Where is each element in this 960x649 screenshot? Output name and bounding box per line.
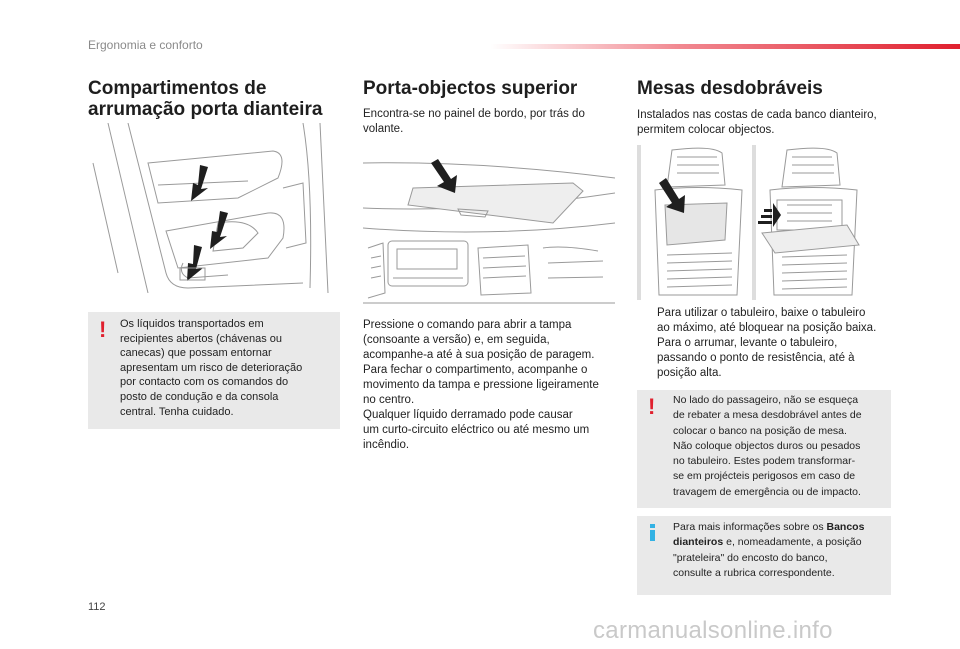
body-line: (consoante a versão) e, em seguida, <box>363 334 550 346</box>
body-line: Para fechar o compartimento, acompanhe o <box>363 364 588 376</box>
instruction-line: Para o arrumar, levante o tabuleiro, <box>657 337 838 349</box>
instruction-line: ao máximo, até bloquear na posição baixa. <box>657 322 877 334</box>
instruction-line: passando o ponto de resistência, até à <box>657 352 855 364</box>
section-title: Ergonomia e conforto <box>88 38 203 52</box>
front-seats-info-text <box>673 520 887 581</box>
front-seats-link-text: dianteiros <box>673 536 724 549</box>
warning-line: posto de condução e da consola <box>120 390 279 403</box>
header-accent-bar <box>490 44 960 49</box>
seat-table-illustration <box>637 145 889 300</box>
front-seats-link-text: Bancos <box>826 521 865 533</box>
upper-storage-intro <box>363 107 613 137</box>
info-line: e, nomeadamente, a posição <box>726 536 862 549</box>
intro-line: permitem colocar objectos. <box>637 124 775 136</box>
instruction-item <box>637 306 897 336</box>
instruction-line: posição alta. <box>657 367 722 379</box>
warning-line: no tabuleiro. Estes podem transformar- <box>673 455 856 468</box>
folding-tables-intro <box>637 108 897 138</box>
door-storage-warning-text <box>120 317 335 419</box>
warning-exclamation-icon: ! <box>648 394 656 419</box>
warning-line: canecas) que possam entornar <box>120 347 272 360</box>
warning-line: Os líquidos transportados em <box>120 318 264 330</box>
door-storage-illustration <box>88 123 340 293</box>
info-line: Para mais informações sobre os <box>673 521 824 533</box>
warning-line: central. Tenha cuidado. <box>120 405 234 418</box>
dashboard-storage-illustration <box>363 153 615 310</box>
intro-line: Instalados nas costas de cada banco dianteiro, <box>637 109 877 121</box>
body-line: Pressione o comando para abrir a tampa <box>363 319 572 331</box>
intro-line: Encontra-se no painel de bordo, por trás do <box>363 108 585 120</box>
folding-tables-warning-text <box>673 393 887 500</box>
info-line: "prateleira" do encosto do banco, <box>673 551 828 564</box>
warning-line: por contacto com os comandos do <box>120 376 289 389</box>
door-storage-title-line2: arrumação porta dianteira <box>88 99 323 120</box>
body-line: um curto-circuito eléctrico ou até mesmo um <box>363 424 590 436</box>
body-line: Qualquer líquido derramado pode causar <box>363 409 573 421</box>
upper-storage-title: Porta-objectos superior <box>363 78 578 99</box>
body-line: acompanhe-a até à sua posição de paragem. <box>363 349 595 361</box>
warning-exclamation-icon: ! <box>99 317 107 342</box>
door-storage-title <box>88 78 322 120</box>
warning-line: recipientes abertos (chávenas ou <box>120 332 283 345</box>
warning-line: se em projécteis perigosos em caso de <box>673 470 856 483</box>
body-line: movimento da tampa e pressione ligeiramente <box>363 379 599 391</box>
warning-line: Não coloque objectos duros ou pesados <box>673 439 861 452</box>
warning-line: colocar o banco na posição de mesa. <box>673 424 847 437</box>
warning-line: de rebater a mesa desdobrável antes de <box>673 409 862 422</box>
intro-line: volante. <box>363 123 404 135</box>
body-line: no centro. <box>363 394 415 406</box>
door-storage-title-line1: Compartimentos de <box>88 78 267 99</box>
warning-line: apresentam um risco de deterioração <box>120 361 303 374</box>
warning-line: travagem de emergência ou de impacto. <box>673 485 861 498</box>
info-i-icon <box>650 524 655 541</box>
folding-tables-instructions <box>637 306 897 381</box>
body-line: incêndio. <box>363 439 410 451</box>
warning-line: No lado do passageiro, não se esqueça <box>673 394 859 406</box>
instruction-line: Para utilizar o tabuleiro, baixe o tabuleiro <box>657 307 866 319</box>
instruction-item <box>637 336 897 381</box>
folding-tables-title: Mesas desdobráveis <box>637 78 823 99</box>
info-line: consulte a rubrica correspondente. <box>673 566 835 579</box>
page-number: 112 <box>88 601 106 613</box>
upper-storage-body <box>363 318 613 453</box>
watermark: carmanualsonline.info <box>593 617 833 644</box>
